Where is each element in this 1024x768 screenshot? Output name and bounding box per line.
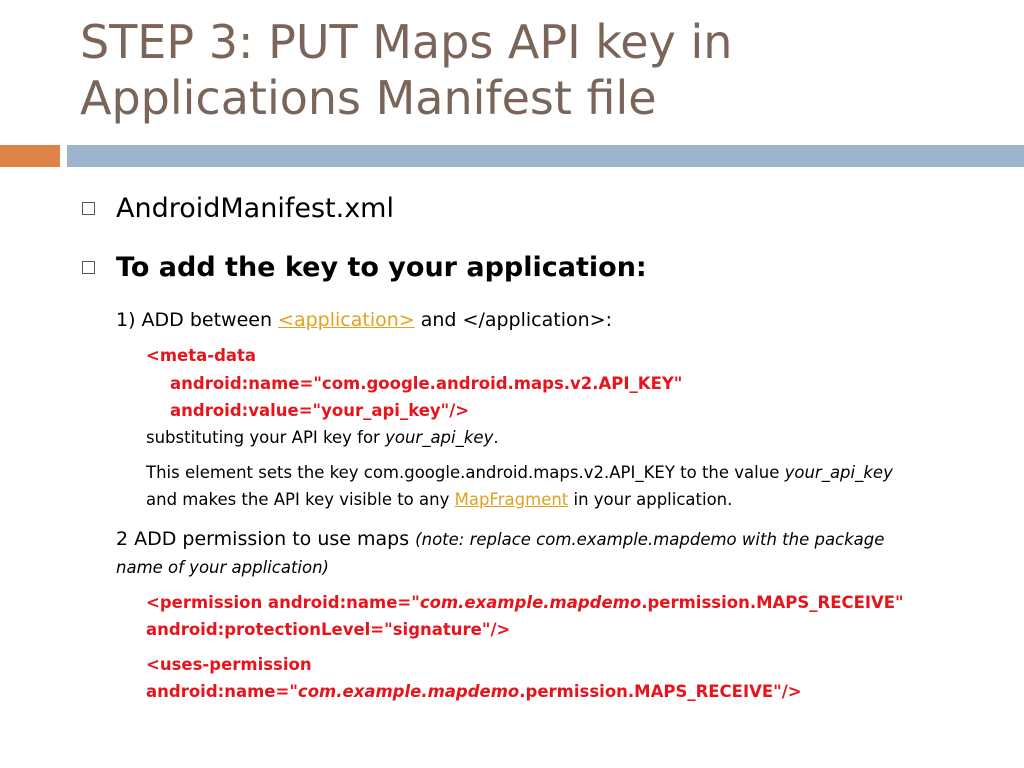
substitute-suffix: . (493, 428, 499, 447)
slide-title-line-2: Applications Manifest file (80, 71, 657, 125)
uses-permission-prefix: android:name=" (146, 682, 298, 701)
meta-data-code-line-3: android:value="your_api_key"/> (170, 401, 470, 420)
step-1-prefix: 1) ADD between (116, 309, 279, 331)
step-1-text (116, 309, 612, 331)
element-desc-line-1 (146, 463, 893, 482)
bullet-add-key (82, 252, 647, 283)
permission-italic: com.example.mapdemo (419, 593, 642, 612)
permission-code-line-2: android:protectionLevel="signature"/> (146, 620, 511, 639)
bullet-text: To add the key to your application: (116, 252, 647, 283)
uses-permission-code-line-2 (146, 682, 802, 701)
element-desc-italic: your_api_key (784, 463, 893, 482)
uses-permission-code-line-1: <uses-permission (146, 655, 312, 674)
meta-data-code-line-1: <meta-data (146, 346, 257, 365)
step-1-suffix: and </application>: (414, 309, 612, 331)
uses-permission-suffix: .permission.MAPS_RECEIVE"/> (519, 682, 802, 701)
substitute-prefix: substituting your API key for (146, 428, 386, 447)
step-2-note-line-2: name of your application) (116, 558, 329, 577)
bullet-text: AndroidManifest.xml (116, 193, 394, 224)
meta-data-code-line-2: android:name="com.google.android.maps.v2.API_KEY" (170, 374, 683, 393)
square-bullet-icon (82, 261, 95, 274)
square-bullet-icon (82, 202, 95, 215)
element-desc-line-2-suffix: in your application. (568, 490, 733, 509)
application-link[interactable]: <application> (278, 309, 415, 331)
permission-code-line-1 (146, 593, 904, 612)
bullet-androidmanifest (82, 193, 394, 224)
element-desc-prefix: This element sets the key com.google.android.maps.v2.API_KEY to the value (146, 463, 785, 482)
step-2-main: 2 ADD permission to use maps (116, 528, 416, 550)
substitute-italic: your_api_key (385, 428, 494, 447)
mapfragment-link[interactable]: MapFragment (454, 490, 569, 509)
uses-permission-italic: com.example.mapdemo (297, 682, 520, 701)
element-desc-line-2-prefix: and makes the API key visible to any (146, 490, 455, 509)
slide-title-line-1: STEP 3: PUT Maps API key in (80, 15, 733, 69)
step-2-note: (note: replace com.example.mapdemo with the package (415, 530, 885, 549)
permission-prefix: <permission android:name=" (146, 593, 420, 612)
substitute-text (146, 428, 499, 447)
step-2-text (116, 528, 884, 550)
element-desc-line-2 (146, 490, 732, 509)
permission-suffix: .permission.MAPS_RECEIVE" (641, 593, 904, 612)
